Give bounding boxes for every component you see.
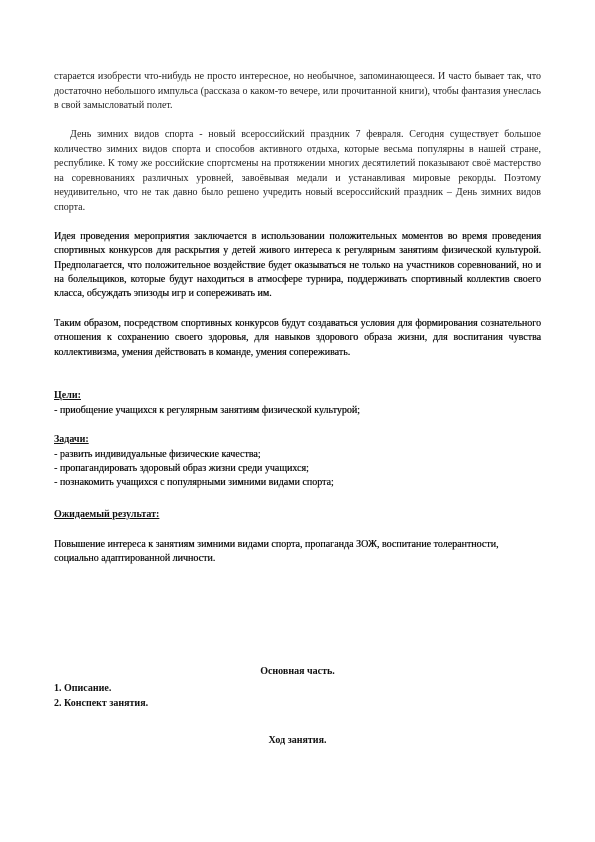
- tasks-heading: Задачи:: [54, 434, 89, 445]
- goal-item: - приобщение учащихся к регулярным занятиям физической культурой;: [54, 405, 360, 416]
- task-item: - развить индивидуальные физические качества;: [54, 449, 261, 460]
- main-part-item-description: 1. Описание.: [54, 683, 112, 694]
- task-item: - пропагандировать здоровый образ жизни среди учащихся;: [54, 463, 309, 474]
- goals-list: [54, 404, 541, 418]
- idea-paragraph: Идея проведения мероприятия заключается в использовании положительных моментов во время проведения спортивных конкурсов для раскрытия у детей живого интереса к регулярным занятиям физической культурой. Предполагается, что положительное воздействие будет оказываться не только на участников соревнований, но и на болельщиков, которые будут находиться в атмосфере турнира, поддерживать спортивный коллектив своего класса, обсуждать эпизоды игр и сопереживать им.: [54, 231, 541, 300]
- intro-paragraph: старается изобрести что-нибудь не просто интересное, но необычное, запоминающееся. И часто бывает так, что достаточно небольшого импульса (рассказа о каком-то вечере, или прочитанной книги), чтобы фантазия унеслась в свой замысловатый полет.: [54, 71, 541, 112]
- result-heading: Ожидаемый результат:: [54, 509, 160, 520]
- course-title: Ход занятия.: [268, 735, 327, 746]
- main-part-title: Основная часть.: [260, 666, 335, 677]
- tasks-list: [54, 448, 541, 490]
- task-item: - познакомить учащихся с популярными зимними видами спорта;: [54, 477, 334, 488]
- main-part-item-outline: 2. Конспект занятия.: [54, 698, 149, 709]
- goals-heading: Цели:: [54, 390, 81, 401]
- holiday-paragraph: День зимних видов спорта - новый всероссийский праздник 7 февраля. Сегодня существует большое количество зимних видов спорта и способов активного отдыха, которые весьма популярны в нашей стране, республике. К тому же российские спортсмены на протяжении многих десятилетий показывают своё мастерство на соревнованиях различных уровней, завоёвывая медали и устанавливая мировые рекорды. Поэтому неудивительно, что не так давно было решено учредить новый всероссийский праздник – День зимних видов спорта.: [54, 129, 541, 213]
- conditions-paragraph: Таким образом, посредством спортивных конкурсов будут создаваться условия для формирования сознательного отношения к сохранению своего здоровья, для навыков здорового образа жизни, для воспитания чувства коллективизма, умения действовать в команде, умения сопереживать.: [54, 318, 541, 358]
- result-text: Повышение интереса к занятиям зимними видами спорта, пропаганда ЗОЖ, воспитание толерантности, социально адаптированной личности.: [54, 539, 499, 564]
